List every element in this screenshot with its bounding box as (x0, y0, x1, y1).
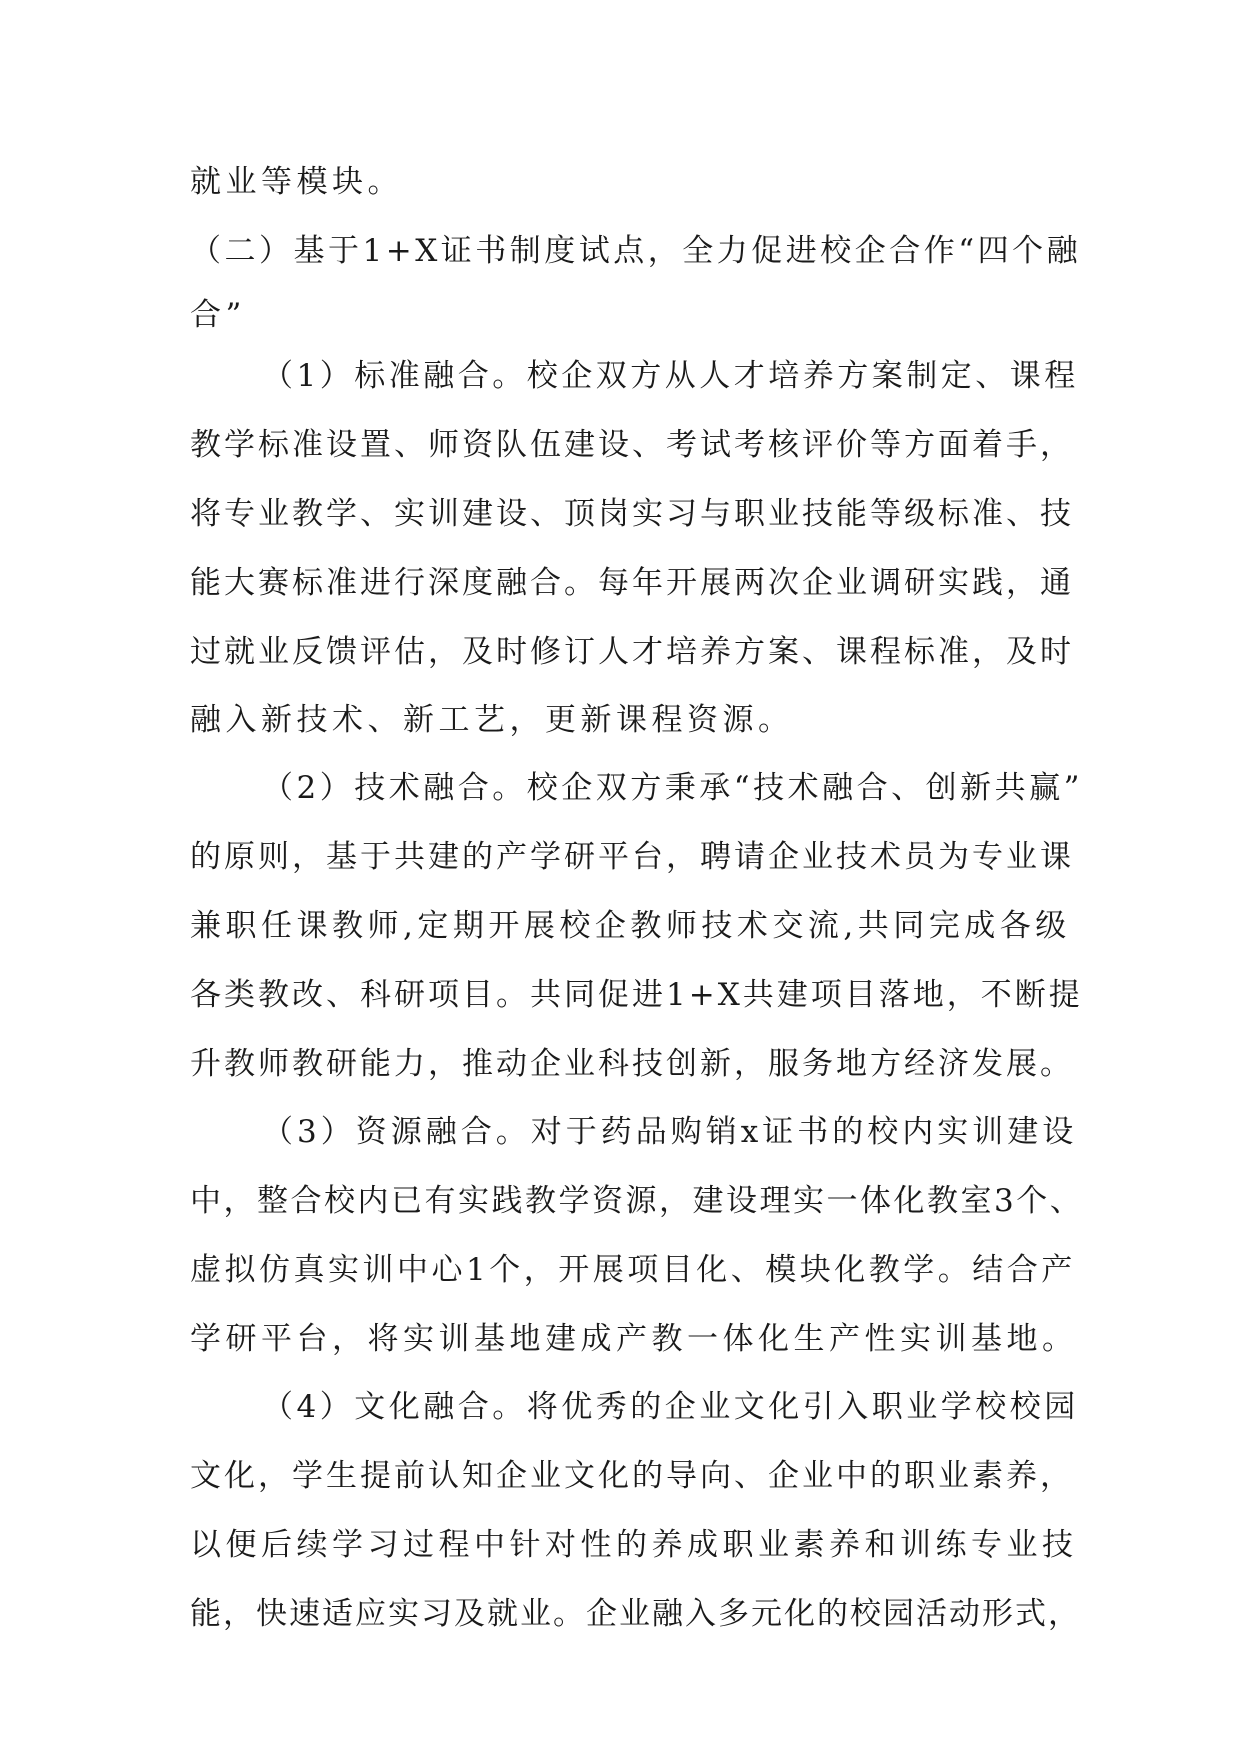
paragraph-2-line: 兼职任课教师,定期开展校企教师技术交流,共同完成各级 (190, 908, 1071, 944)
paragraph-3-line: 虚拟仿真实训中心1个，开展项目化、模块化教学。结合产 (190, 1252, 1076, 1288)
paragraph-4-line: 文化，学生提前认知企业文化的导向、企业中的职业素养， (190, 1458, 1074, 1494)
section-heading: （二）基于1+X证书制度试点，全力促进校企合作“四个融 (190, 233, 1082, 269)
paragraph-4-line: 以便后续学习过程中针对性的养成职业素养和训练专业技 (190, 1527, 1078, 1563)
paragraph-1-line: 教学标准设置、师资队伍建设、考试考核评价等方面着手， (190, 427, 1074, 463)
paragraph-3-line: （3）资源融合。对于药品购销x证书的校内实训建设 (262, 1114, 1078, 1150)
paragraph-3-line: 中，整合校内已有实践教学资源，建设理实一体化教室3个、 (190, 1183, 1084, 1219)
paragraph-2-line: 各类教改、科研项目。共同促进1+X共建项目落地，不断提 (190, 977, 1083, 1013)
paragraph-1-line: 过就业反馈评估，及时修订人才培养方案、课程标准，及时 (190, 634, 1074, 670)
section-heading-continued: 合” (190, 297, 246, 333)
text-line: 就业等模块。 (190, 164, 403, 200)
paragraph-2-line: 升教师教研能力，推动企业科技创新，服务地方经济发展。 (190, 1046, 1074, 1082)
paragraph-4-line: 能，快速适应实习及就业。企业融入多元化的校园活动形式， (190, 1596, 1081, 1632)
paragraph-1-line: （1）标准融合。校企双方从人才培养方案制定、课程 (262, 358, 1079, 394)
paragraph-4-line: （4）文化融合。将优秀的企业文化引入职业学校校园 (262, 1389, 1079, 1425)
paragraph-1-line: 能大赛标准进行深度融合。每年开展两次企业调研实践，通 (190, 565, 1074, 601)
paragraph-3-line: 学研平台，将实训基地建成产教一体化生产性实训基地。 (190, 1321, 1078, 1357)
paragraph-2-line: 的原则，基于共建的产学研平台，聘请企业技术员为专业课 (190, 839, 1074, 875)
paragraph-1-line: 将专业教学、实训建设、顶岗实习与职业技能等级标准、技 (190, 496, 1074, 532)
paragraph-1-line: 融入新技术、新工艺，更新课程资源。 (190, 702, 794, 738)
paragraph-2-line: （2）技术融合。校企双方秉承“技术融合、创新共赢” (262, 770, 1083, 806)
